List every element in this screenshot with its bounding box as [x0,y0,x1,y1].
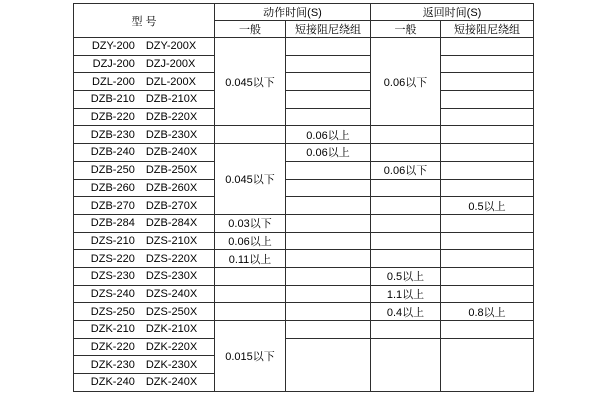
action-damping-cell [286,232,371,250]
model-label: DZS-210X [145,234,198,247]
model-cell [74,38,215,56]
model-label: DZK-230 [90,358,135,371]
action-damping-cell [286,214,371,232]
return-damping-cell [441,267,534,285]
model-label: DZJ-200 [92,58,135,71]
return-damping-cell [441,38,534,56]
action-damping-cell [286,73,371,91]
model-label: DZB-220X [145,111,198,124]
model-label: DZB-210 [90,93,135,106]
model-label: DZS-250X [145,305,198,318]
model-label: DZB-260 [90,181,135,194]
action-damping-cell [286,250,371,268]
model-label: DZS-210 [90,234,135,247]
model-cell [74,108,215,126]
action-damping-cell [286,267,371,285]
table-row [74,38,534,56]
return-damping-cell [441,144,534,162]
table-row [74,126,534,144]
table-row [74,285,534,303]
action-damping-cell [286,179,371,197]
model-label: DZB-270 [90,199,135,212]
model-label: DZS-220 [90,252,135,265]
model-cell [74,197,215,215]
action-damping-cell [286,321,371,339]
table-row [74,108,534,126]
header-action-time: 动作时间(S) [215,4,371,21]
model-label: DZB-284X [145,217,198,230]
model-label: DZK-210 [90,323,135,336]
action-general-cell: 0.06以上 [215,232,286,250]
return-damping-cell: 0.8以上 [441,303,534,321]
header-return-damping: 短接阻尼绕组 [441,21,534,38]
model-cell [74,250,215,268]
table-row [74,250,534,268]
model-label: DZS-240 [90,287,135,300]
action-damping-cell [286,303,371,321]
action-damping-cell [286,161,371,179]
return-damping-cell [441,108,534,126]
return-general-cell: 1.1以上 [371,285,441,303]
model-label: DZY-200 [91,40,135,53]
model-cell [74,267,215,285]
table-header [74,4,534,38]
return-damping-cell [441,73,534,91]
return-general-cell: 0.06以下 [371,38,441,126]
action-damping-cell [286,38,371,56]
return-damping-cell [441,179,534,197]
action-damping-cell: 0.06以上 [286,126,371,144]
relay-spec-table [73,3,534,392]
table-row [74,214,534,232]
return-damping-cell [441,161,534,179]
table-row [74,267,534,285]
table-row [74,321,534,339]
return-general-cell [371,214,441,232]
action-damping-cell [286,197,371,215]
model-label: DZK-240X [145,376,198,389]
action-general-cell [215,303,286,321]
model-label: DZB-260X [145,181,198,194]
model-cell [74,232,215,250]
model-label: DZY-200X [145,40,197,53]
return-damping-cell [441,250,534,268]
model-label: DZB-284 [90,217,135,230]
table-row [74,161,534,179]
table-body [74,38,534,392]
action-general-cell [215,126,286,144]
action-damping-cell [286,108,371,126]
model-cell [74,179,215,197]
action-damping-cell [286,285,371,303]
model-label: DZB-270X [145,199,198,212]
model-label: DZB-230 [90,128,135,141]
return-general-cell [371,126,441,144]
model-label: DZS-240X [145,287,198,300]
action-damping-cell [286,55,371,73]
model-label: DZL-200 [92,75,135,88]
model-label: DZB-220 [90,111,135,124]
return-damping-cell [441,232,534,250]
return-general-cell [371,232,441,250]
model-label: DZB-210X [145,93,198,106]
action-damping-cell: 0.06以上 [286,144,371,162]
table-row [74,55,534,73]
return-damping-cell [441,91,534,109]
model-cell [74,126,215,144]
table-row [74,303,534,321]
model-label: DZK-210X [145,323,198,336]
header-action-general: 一般 [215,21,286,38]
header-model: 型 号 [74,4,215,38]
return-damping-cell [441,126,534,144]
return-general-cell: 0.06以下 [371,161,441,179]
return-damping-cell [441,55,534,73]
action-general-cell: 0.11以上 [215,250,286,268]
action-general-cell: 0.045以下 [215,144,286,215]
model-cell [74,73,215,91]
return-damping-cell [441,214,534,232]
model-label: DZS-230 [90,270,135,283]
model-label: DZK-230X [145,358,198,371]
model-cell [74,144,215,162]
table-row [74,91,534,109]
return-general-cell [371,179,441,197]
action-general-cell: 0.03以下 [215,214,286,232]
header-action-damping: 短接阻尼绕组 [286,21,371,38]
model-label: DZK-220X [145,341,198,354]
return-general-cell [371,250,441,268]
model-label: DZJ-200X [145,58,196,71]
table-row [74,144,534,162]
model-cell [74,303,215,321]
return-damping-cell [441,338,534,391]
return-general-cell [371,321,441,339]
return-general-cell: 0.4以上 [371,303,441,321]
action-general-cell: 0.045以下 [215,38,286,126]
model-label: DZB-250 [90,164,135,177]
return-general-cell [371,338,441,391]
action-general-cell [215,267,286,285]
table-row [74,197,534,215]
return-damping-cell [441,285,534,303]
header-return-time: 返回时间(S) [371,4,534,21]
model-cell [74,91,215,109]
return-general-cell [371,144,441,162]
model-cell [74,214,215,232]
action-general-cell: 0.015以下 [215,321,286,392]
header-return-general: 一般 [371,21,441,38]
return-damping-cell [441,321,534,339]
model-cell [74,321,215,339]
table-row [74,179,534,197]
header-row-1 [74,4,534,21]
return-general-cell [371,197,441,215]
return-damping-cell: 0.5以上 [441,197,534,215]
model-cell [74,356,215,374]
return-general-cell: 0.5以上 [371,267,441,285]
table-row [74,338,534,356]
model-cell [74,338,215,356]
model-label: DZB-240X [145,146,198,159]
action-general-cell [215,285,286,303]
model-cell [74,374,215,392]
model-label: DZB-250X [145,164,198,177]
model-label: DZK-240 [90,376,135,389]
model-cell [74,285,215,303]
model-label: DZS-220X [145,252,198,265]
model-label: DZB-240 [90,146,135,159]
model-label: DZL-200X [145,75,196,88]
model-label: DZS-250 [90,305,135,318]
table-row [74,232,534,250]
action-damping-cell [286,91,371,109]
model-label: DZK-220 [90,341,135,354]
action-damping-cell [286,338,371,391]
model-label: DZB-230X [145,128,198,141]
model-cell [74,161,215,179]
table-row [74,73,534,91]
model-cell [74,55,215,73]
model-label: DZS-230X [145,270,198,283]
